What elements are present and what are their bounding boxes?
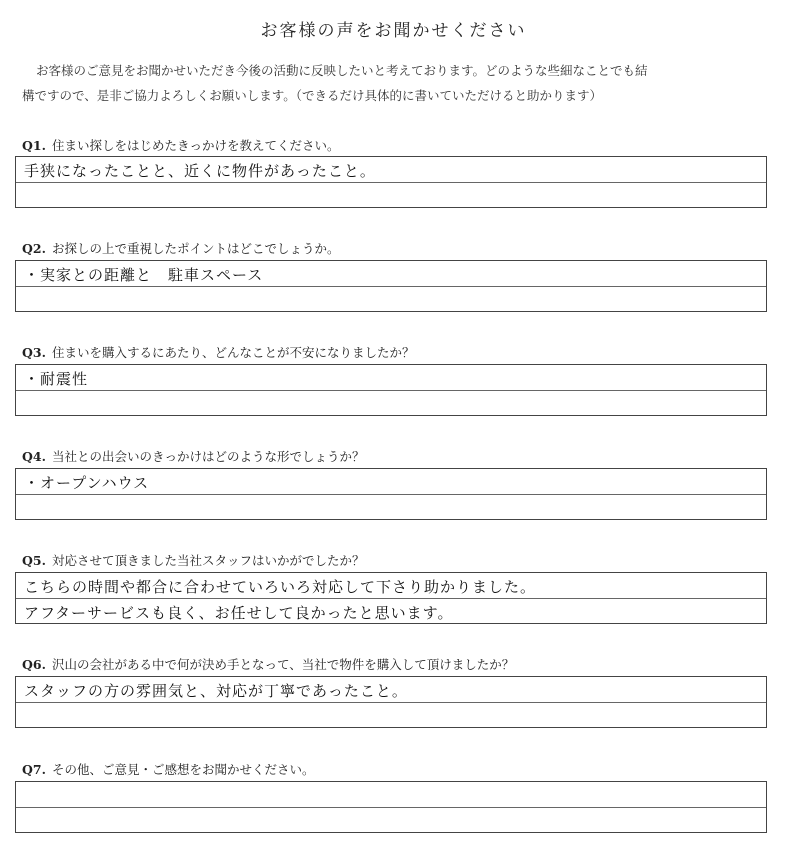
question-text: 当社との出会いのきっかけはどのような形でしょうか？ [51,449,365,464]
answer-2-line-1: ・実家との距離と 駐車スペース [24,266,264,284]
question-text: お探しの上で重視したポイントはどこでしょうか。 [51,241,340,256]
answer-3-line-1: ・耐震性 [24,370,89,388]
question-4 [22,447,364,465]
question-text: 住まいを購入するにあたり、どんなことが不安になりましたか？ [51,345,415,360]
answer-box-4[interactable] [15,468,767,520]
page-title: お客様の声をお聞かせください [260,21,527,41]
question-number: Q2. [22,241,46,256]
divider-line [16,598,766,599]
divider-line [16,390,766,391]
answer-box-5[interactable] [15,572,767,624]
question-number: Q7. [22,762,46,777]
answer-box-6[interactable] [15,676,767,728]
question-number: Q1. [22,138,46,153]
question-text: 沢山の会社がある中で何が決め手となって、当社で物件を購入して頂けましたか？ [51,657,515,672]
divider-line [16,182,766,183]
answer-5-line-2: アフターサービスも良く、お任せして良かったと思います。 [24,604,454,622]
answer-box-3[interactable] [15,364,767,416]
intro-line-2: 構ですので、是非ご協力よろしくお願いします。（できるだけ具体的に書いていただけると助かります） [22,88,603,103]
divider-line [16,494,766,495]
answer-box-7[interactable] [15,781,767,833]
answer-6-line-1: スタッフの方の雰囲気と、対応が丁寧であったこと。 [24,682,408,700]
question-6 [22,655,514,673]
answer-5-line-1: こちらの時間や都合に合わせていろいろ対応して下さり助かりました。 [24,578,537,596]
question-number: Q5. [22,553,46,568]
question-text: その他、ご意見・ご感想をお聞かせください。 [51,762,315,777]
intro-line-1: お客様のご意見をお聞かせいただき今後の活動に反映したいと考えております。どのような些細なことでも結 [36,63,648,78]
question-number: Q6. [22,657,46,672]
answer-4-line-1: ・オープンハウス [24,474,150,492]
divider-line [16,702,766,703]
question-3 [22,343,414,361]
question-number: Q4. [22,449,46,464]
answer-1-line-1: 手狭になったことと、近くに物件があったこと。 [24,162,376,180]
question-2 [22,239,339,257]
question-text: 住まい探しをはじめたきっかけを教えてください。 [51,138,340,153]
question-7 [22,760,314,778]
question-1 [22,136,339,154]
divider-line [16,286,766,287]
question-number: Q3. [22,345,46,360]
question-5 [22,551,364,569]
answer-box-1[interactable] [15,156,767,208]
divider-line [16,807,766,808]
intro-text [22,58,770,108]
question-text: 対応させて頂きました当社スタッフはいかがでしたか？ [51,553,365,568]
answer-box-2[interactable] [15,260,767,312]
